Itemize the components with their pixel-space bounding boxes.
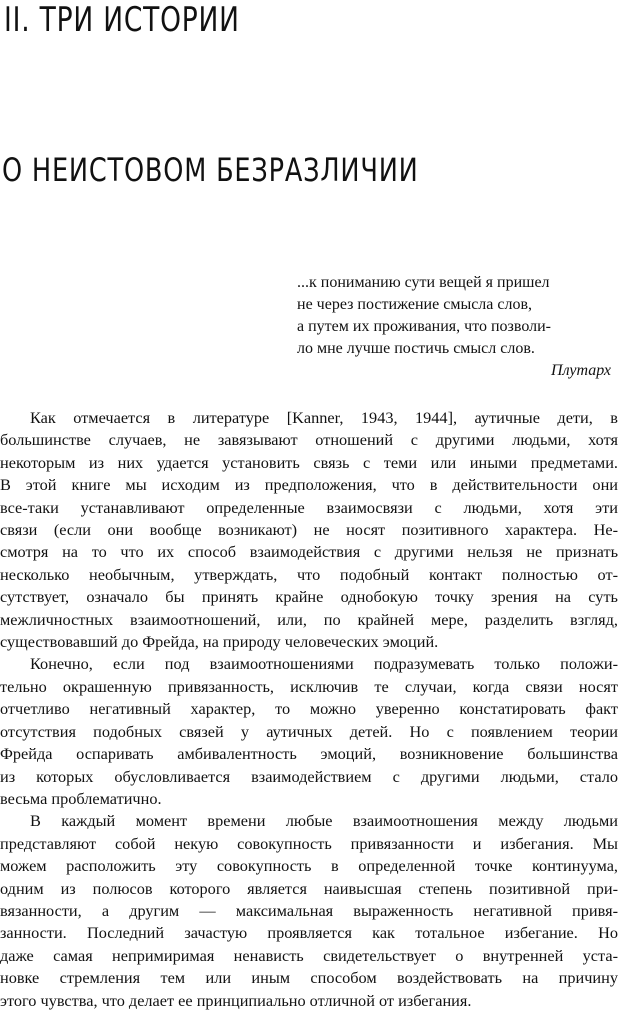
epigraph-line: ...к пониманию сути вещей я пришел — [297, 274, 550, 291]
text-line: В этой книге мы исходим из предположения, что в действительности они — [0, 475, 618, 495]
text-line: В каждый момент времени любые взаимоотношения между людьми — [30, 811, 618, 831]
text-line: этого чувства, что делает ее принципиально отличной от избегания. — [0, 990, 472, 1010]
chapter-title: О НЕИСТОВОМ БЕЗРАЗЛИЧИИ — [2, 151, 419, 189]
text-line: тельно окрашенную привязанность, исключив те случаи, когда связи носят — [0, 676, 618, 696]
text-line: представляют собой некую совокупность привязанности и избегания. Мы — [0, 833, 618, 853]
paragraph-3 — [0, 810, 618, 1012]
text-line: вязанности, а другим — максимальная выраженность негативной привя- — [0, 900, 618, 920]
epigraph — [297, 272, 617, 382]
text-line: большинстве случаев, не завязывают отношений с другими людьми, хотя — [0, 430, 618, 450]
epigraph-line: ло мне лучше постичь смысл слов. — [297, 340, 535, 357]
text-line: существовавший до Фрейда, на природу человеческих эмоций. — [0, 632, 439, 652]
text-line: несколько необычным, утверждать, что подобный контакт полностью от- — [0, 564, 618, 584]
text-line: Как отмечается в литературе [Kanner, 1943, 1944], аутичные дети, в — [30, 408, 618, 427]
part-title: II. ТРИ ИСТОРИИ — [4, 0, 240, 40]
epigraph-author: Плутарх — [551, 362, 611, 379]
text-line: отсутствия подобных связей у аутичных детей. Но с появлением теории — [0, 721, 618, 741]
text-line: межличностных взаимоотношений, или, по крайней мере, разделить взгляд, — [0, 609, 618, 629]
paragraph-1 — [0, 407, 618, 653]
text-line: сутствует, означало бы принять крайне однобокую точку зрения на суть — [0, 587, 618, 607]
text-line: отчетливо негативный характер, то можно уверенно констатировать факт — [0, 699, 618, 719]
paragraph-2 — [0, 653, 618, 810]
text-line: все-таки устанавливают определенные взаимосвязи с людьми, хотя эти — [0, 497, 618, 517]
text-line: из которых обусловливается взаимодействием с другими людьми, стало — [0, 766, 618, 786]
text-line: Фрейда оспаривать амбивалентность эмоций, возникновение большинства — [0, 744, 618, 764]
text-line: можем расположить эту совокупность в определенной точке континуума, — [0, 856, 618, 876]
text-line: смотря на то что их способ взаимодействия с другими нельзя не признать — [0, 542, 618, 562]
text-line: весьма проблематично. — [0, 788, 162, 808]
text-line: даже самая непримиримая ненависть свидетельствует о внутренней уста- — [0, 945, 618, 965]
body-text — [0, 407, 618, 1012]
text-line: новке стремления тем или иным способом воздействовать на причину — [0, 968, 618, 988]
text-line: занности. Последний зачастую проявляется как тотальное избегание. Но — [0, 923, 618, 943]
text-line: Конечно, если под взаимоотношениями подразумевать только положи- — [30, 654, 618, 674]
epigraph-line: а путем их проживания, что позволи- — [297, 318, 551, 335]
text-line: связи (если они вообще возникают) не носят позитивного характера. Не- — [0, 520, 618, 540]
text-line: одним из полюсов которого является наивысшая степень позитивной при- — [0, 878, 618, 898]
epigraph-line: не через постижение смысла слов, — [297, 296, 533, 313]
text-line: некоторым из них удается установить связь с теми или иными предметами. — [0, 452, 618, 472]
